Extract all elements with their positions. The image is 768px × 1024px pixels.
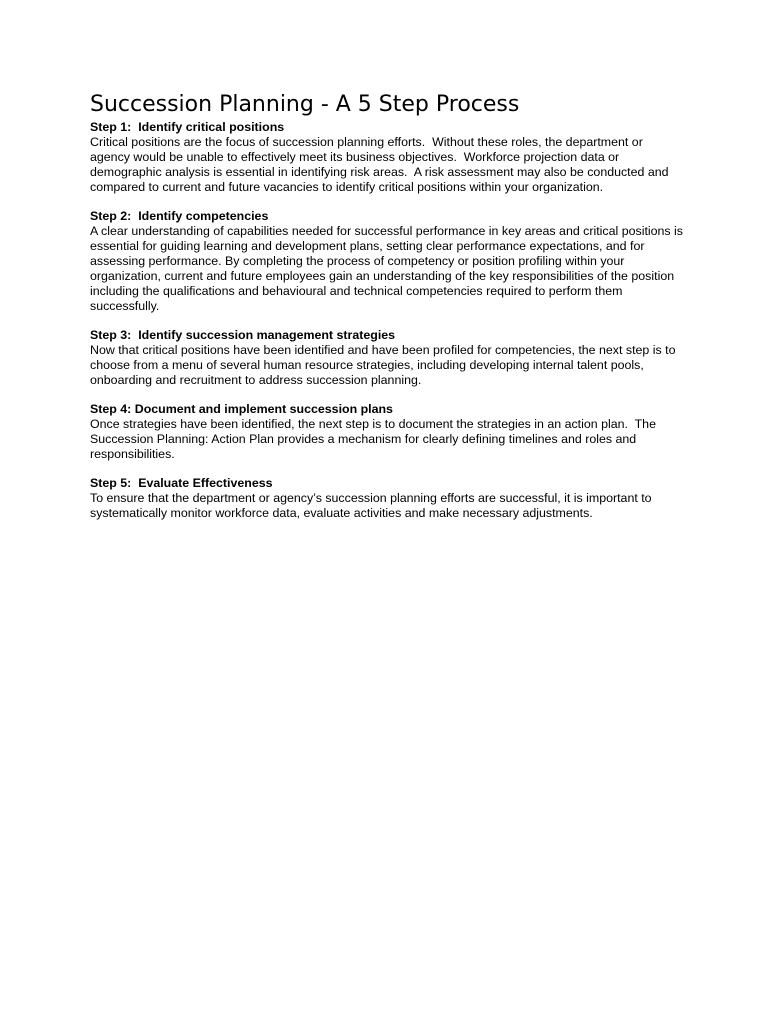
document-page — [90, 90, 686, 535]
step-1-body: Critical positions are the focus of succession planning efforts. Without these roles, the department or agency would be unable to effectively meet its business objectives. Workforce projection data or demographic analysis is essential in identifying risk areas. A risk assessment may also be conducted and compared to current and future vacancies to identify critical positions within your organization. — [90, 135, 672, 194]
step-5-section — [90, 476, 686, 521]
step-2-section — [90, 209, 686, 314]
step-4-section — [90, 402, 686, 462]
step-3-body: Now that critical positions have been identified and have been profiled for competencies, the next step is to choose from a menu of several human resource strategies, including developing internal talent pools, onboarding and recruitment to address succession planning. — [90, 343, 679, 387]
step-2-body: A clear understanding of capabilities needed for successful performance in key areas and critical positions is essential for guiding learning and development plans, setting clear performance expectations, and for assessing performance. By completing the process of competency or position profiling within your organization, current and future employees gain an understanding of the key responsibilities of the position including the qualifications and behavioural and technical competencies required to perform them successfully. — [90, 224, 687, 313]
step-5-heading: Step 5: Evaluate Effectiveness — [90, 476, 273, 490]
step-3-heading: Step 3: Identify succession management strategies — [90, 328, 396, 342]
step-5-body: To ensure that the department or agency’s succession planning efforts are successful, it is important to systematically monitor workforce data, evaluate activities and make necessary adjustments. — [90, 491, 656, 520]
step-3-section — [90, 328, 686, 388]
step-1-heading: Step 1: Identify critical positions — [90, 120, 285, 134]
step-1-section — [90, 120, 686, 195]
step-4-heading: Step 4: Document and implement succession plans — [90, 402, 393, 416]
step-2-heading: Step 2: Identify competencies — [90, 209, 269, 223]
document-title: Succession Planning - A 5 Step Process — [90, 92, 520, 117]
step-4-body: Once strategies have been identified, the next step is to document the strategies in an action plan. The Succession Planning: Action Plan provides a mechanism for clearly defining timelines and roles and responsibilities. — [90, 417, 660, 461]
